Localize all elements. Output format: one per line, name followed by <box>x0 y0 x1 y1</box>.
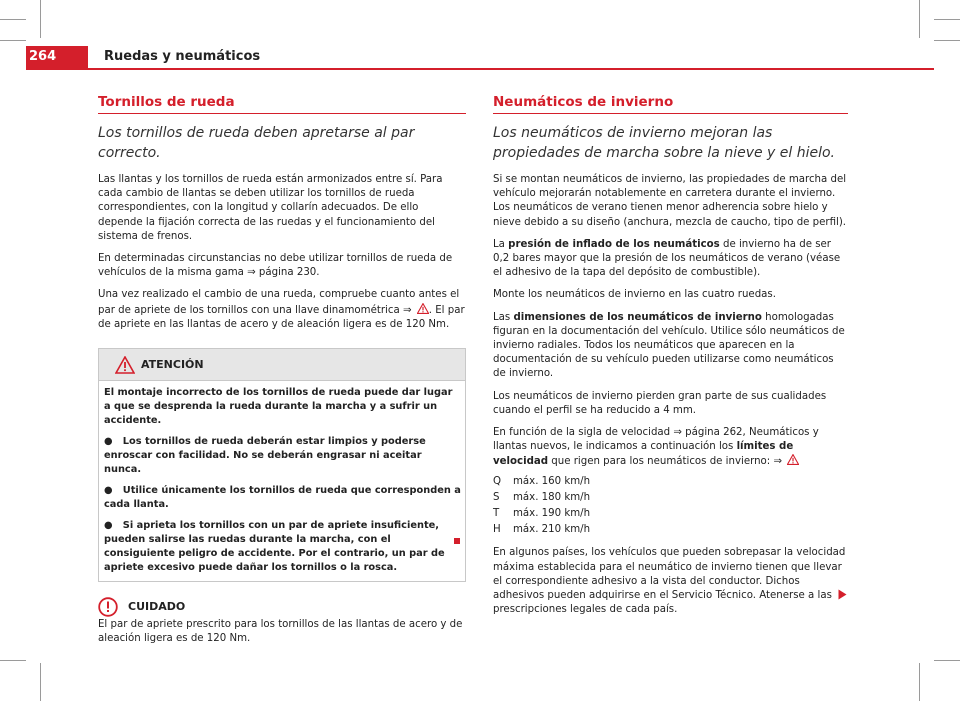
crop-mark <box>934 660 960 661</box>
speed-limit: máx. 160 km/h <box>513 475 591 487</box>
crop-mark <box>0 19 26 20</box>
caution-exclamation-icon <box>98 597 118 617</box>
paragraph-bold: límites de velocidad <box>493 441 794 468</box>
warning-title: ATENCIÓN <box>141 358 204 372</box>
caution-title: CUIDADO <box>128 600 186 614</box>
warning-box-body <box>99 381 465 581</box>
warning-bullet-text: Si aprieta los tornillos con un par de apriete insuficiente, pueden salirse las ruedas durante la marcha, con el consiguiente peligro de accidente. Por el contrario, un par de apriete excesivo puede dañar los tornillos o la rosca. <box>104 520 445 574</box>
warning-triangle-icon <box>115 356 135 374</box>
header-rule <box>26 68 934 70</box>
crop-mark <box>934 19 960 20</box>
crop-mark <box>934 40 960 41</box>
left-column <box>98 94 466 646</box>
warning-bullet: ● Los tornillos de rueda deberán estar limpios y poderse enroscar con facilidad. No se deberán engrasar ni aceitar nunca. <box>104 436 426 476</box>
paragraph-text: En función de la sigla de velocidad ⇒ página 262, Neumáticos y llantas nuevos, le indicamos a continuación los <box>493 427 819 453</box>
paragraph <box>493 311 848 382</box>
warning-intro: El montaje incorrecto de los tornillos de rueda puede dar lugar a que se desprenda la rueda durante la marcha y a sufrir un accidente. <box>104 387 453 427</box>
speed-code: H <box>493 524 501 536</box>
continue-arrow-icon <box>838 589 847 600</box>
table-row <box>493 522 590 538</box>
paragraph-text: Las <box>493 311 514 323</box>
warning-triangle-icon <box>417 303 429 314</box>
warning-bullet-text: Los tornillos de rueda deberán estar limpios y poderse enroscar con facilidad. No se deberán engrasar ni aceitar nunca. <box>104 436 426 476</box>
table-row <box>493 474 590 490</box>
paragraph-text: de invierno ha de ser 0,2 bares mayor que la presión de los neumáticos de verano (véase el adhesivo de la tapa del depósito de combustible). <box>493 238 841 279</box>
paragraph-text: que rigen para los neumáticos de invierno: ⇒ <box>548 456 782 468</box>
crop-mark <box>0 40 26 41</box>
speed-limit: máx. 190 km/h <box>513 508 591 520</box>
warning-box <box>98 348 466 582</box>
caution-text: El par de apriete prescrito para los tornillos de las llantas de acero y de aleación ligera es de 120 Nm. <box>98 619 463 645</box>
crop-mark <box>919 663 920 701</box>
speed-limit-table <box>493 474 590 539</box>
paragraph-text: Una vez realizado el cambio de una rueda, compruebe cuanto antes el par de apriete de los tornillos con una llave dinamométrica ⇒ <box>98 289 460 316</box>
caution-header <box>98 596 466 618</box>
speed-limit: máx. 210 km/h <box>513 524 591 536</box>
table-row <box>493 506 590 522</box>
section-lead: Los tornillos de rueda deben apretarse al par correcto. <box>98 125 415 161</box>
page-number: 264 <box>26 46 88 68</box>
paragraph-text: homologadas figuran en la documentación del vehículo. Utilice sólo neumáticos de invierno radiales. Todos los neumáticos que aparecen en la documentación de su vehículo pueden utilizarse como neumáticos de invierno. <box>493 311 845 380</box>
speed-code: Q <box>493 475 502 487</box>
section-title-wheel-bolts: Tornillos de rueda <box>98 94 466 114</box>
crop-mark <box>40 0 41 38</box>
crop-mark <box>919 0 920 38</box>
paragraph-text: . El par de apriete en las llantas de acero y de aleación ligera es de 120 Nm. <box>98 304 465 330</box>
end-marker-square <box>454 538 460 544</box>
paragraph: Monte los neumáticos de invierno en las cuatro ruedas. <box>493 289 776 301</box>
speed-limit: máx. 180 km/h <box>513 491 591 503</box>
crop-mark <box>40 663 41 701</box>
warning-triangle-icon <box>787 454 799 465</box>
warning-bullet: ● Utilice únicamente los tornillos de rueda que corresponden a cada llanta. <box>104 485 461 511</box>
paragraph: En determinadas circunstancias no debe utilizar tornillos de rueda de vehículos de la misma gama ⇒ página 230. <box>98 253 453 279</box>
running-header-title: Ruedas y neumáticos <box>104 49 261 64</box>
paragraph-bold: dimensiones de los neumáticos de invierno <box>513 311 762 323</box>
paragraph: Las llantas y los tornillos de rueda están armonizados entre sí. Para cada cambio de llantas se deben utilizar los tornillos de rueda correspondientes, con la longitud y collarín adecuados. De ello depende la fijación correcta de las ruedas y el funcionamiento del sistema de frenos. <box>98 174 443 242</box>
paragraph <box>493 238 848 281</box>
paragraph: En algunos países, los vehículos que pueden sobrepasar la velocidad máxima establecida para el neumático de invierno tienen que llevar el correspondiente adhesivo a la vista del conductor. Dichos adhesivos pueden adquirirse en el Servicio Técnico. Atenerse a las prescripciones legales de cada país. <box>493 547 846 616</box>
paragraph-text: La <box>493 238 509 250</box>
paragraph <box>493 426 848 470</box>
warning-bullet-text: Utilice únicamente los tornillos de rueda que corresponden a cada llanta. <box>104 485 461 511</box>
table-row <box>493 490 590 506</box>
speed-code: T <box>493 508 500 520</box>
warning-box-header <box>99 349 465 381</box>
warning-bullet: ● Si aprieta los tornillos con un par de apriete insuficiente, pueden salirse las ruedas durante la marcha, con el consiguiente peligro de accidente. Por el contrario, un par de apriete excesivo puede dañar los tornillos o la rosca. <box>104 520 445 574</box>
speed-code: S <box>493 491 500 503</box>
paragraph-bold: presión de inflado de los neumáticos <box>508 238 720 250</box>
right-column <box>493 94 848 625</box>
crop-mark <box>0 660 26 661</box>
paragraph: Si se montan neumáticos de invierno, las propiedades de marcha del vehículo mejorarán notablemente en carretera durante el invierno. Los neumáticos de verano tienen menor adherencia sobre hielo y nieve debido a su diseño (anchura, mezcla de caucho, tipo de perfil). <box>493 174 847 228</box>
section-title-winter-tyres: Neumáticos de invierno <box>493 94 848 114</box>
paragraph <box>98 288 466 332</box>
paragraph: Los neumáticos de invierno pierden gran parte de sus cualidades cuando el perfil se ha reducido a 4 mm. <box>493 390 827 416</box>
section-lead: Los neumáticos de invierno mejoran las propiedades de marcha sobre la nieve y el hielo. <box>493 125 836 161</box>
